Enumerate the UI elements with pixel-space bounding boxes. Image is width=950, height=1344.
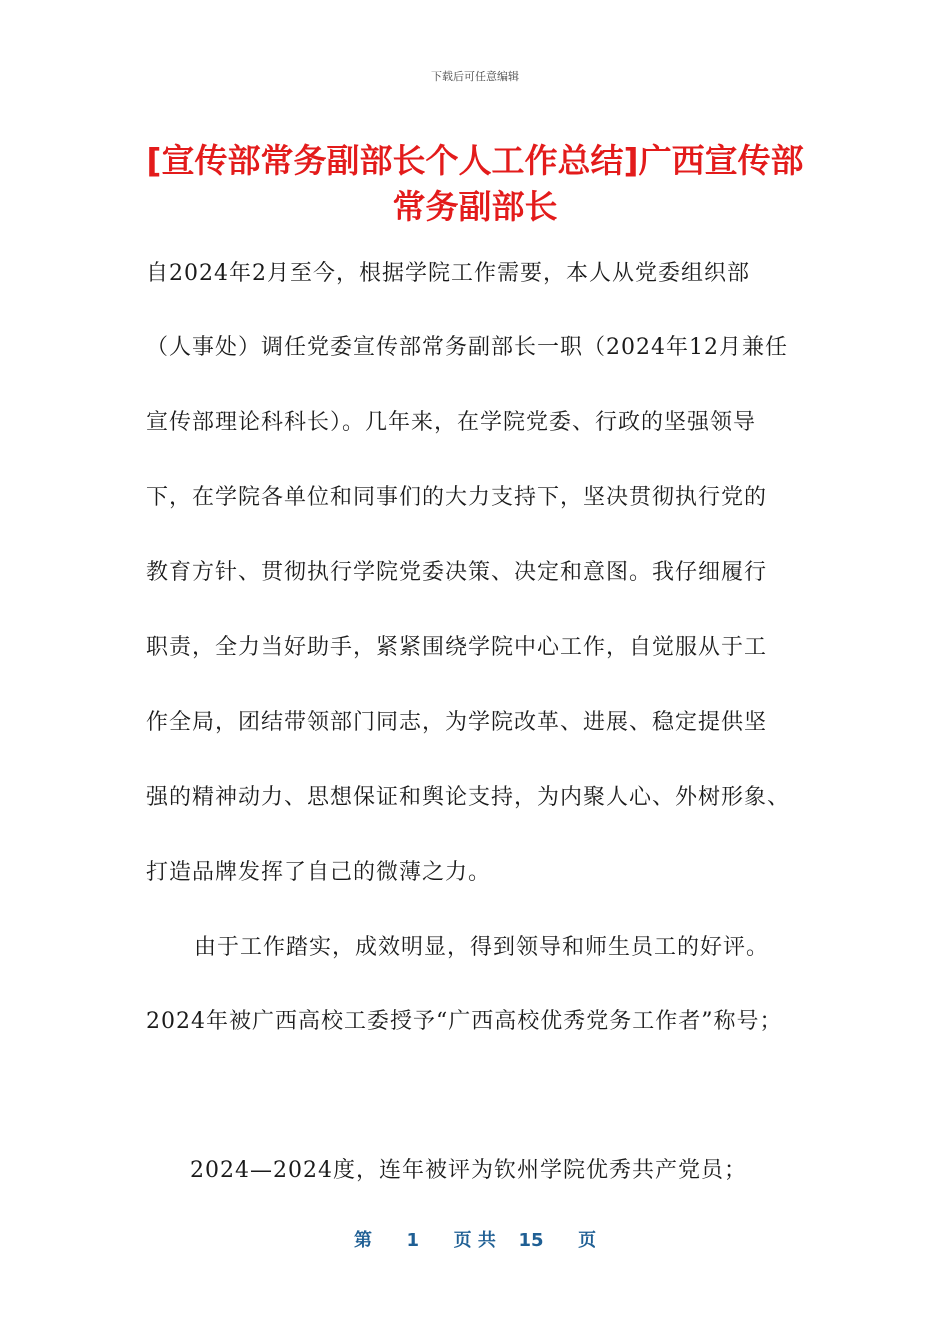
footer-total-pages: 15: [518, 1230, 544, 1251]
paragraph-line-8: 强的精神动力、思想保证和舆论支持，为内聚人心、外树形象、: [146, 785, 791, 810]
paragraph-line-3: 宣传部理论科科长）。几年来，在学院党委、行政的坚强领导: [146, 410, 757, 435]
footer-page-number: 1: [406, 1230, 420, 1251]
paragraph-line-5: 教育方针、贯彻执行学院党委决策、决定和意图。我仔细履行: [146, 560, 768, 585]
footer-page-suffix: 页: [578, 1230, 597, 1251]
paragraph-line-9: 打造品牌发挥了自己的微薄之力。: [146, 860, 492, 885]
header-note: 下载后可任意编辑: [431, 70, 519, 83]
paragraph-line-2: （人事处）调任党委宣传部常务副部长一职（2024年12月兼任: [146, 335, 788, 360]
paragraph-line-7: 作全局，团结带领部门同志，为学院改革、进展、稳定提供坚: [146, 710, 768, 735]
footer-page-label: 第: [353, 1230, 372, 1251]
paragraph-line-1: 自2024年2月至今，根据学院工作需要，本人从党委组织部: [146, 261, 750, 286]
paragraph-line-11: 2024年被广西高校工委授予“广西高校优秀党务工作者”称号；: [146, 1009, 783, 1034]
paragraph-line-4: 下，在学院各单位和同事们的大力支持下，坚决贯彻执行党的: [146, 485, 768, 510]
paragraph-line-10: 由于工作踏实，成效明显，得到领导和师生员工的好评。: [194, 935, 770, 960]
paragraph-line-6: 职责，全力当好助手，紧紧围绕学院中心工作，自觉服从于工: [146, 635, 768, 660]
footer-total-label: 页 共: [453, 1230, 496, 1251]
paragraph-line-12: 2024—2024度，连年被评为钦州学院优秀共产党员；: [190, 1158, 747, 1183]
page-footer: [0, 1226, 950, 1252]
document-title: [宣传部常务副部长个人工作总结]广西宣传部常务副部长: [146, 141, 804, 226]
